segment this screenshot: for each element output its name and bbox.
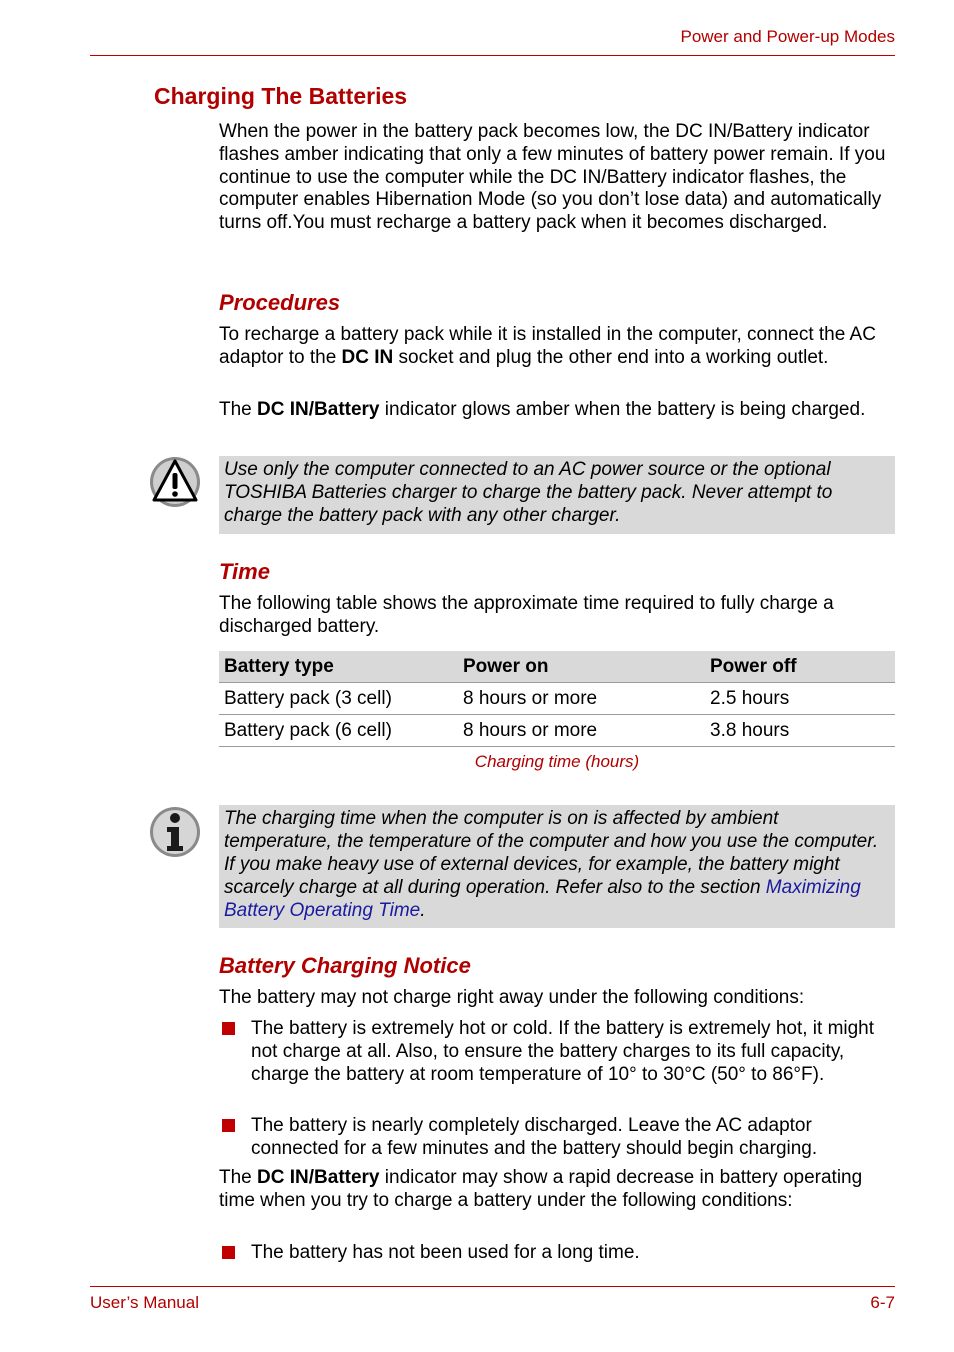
list-item-text: The battery is nearly completely discharged. Leave the AC adaptor connected for a few minutes and the battery should begin charging.: [251, 1115, 818, 1159]
maximizing-battery-link[interactable]: Maximizing Battery Operating Time: [224, 877, 861, 921]
dc-in-battery-label: DC IN/Battery: [257, 1167, 380, 1188]
table-cell: 8 hours or more: [458, 715, 705, 747]
text-run: .: [420, 900, 426, 921]
list-item: [219, 1242, 895, 1265]
time-intro: The following table shows the approximate time required to fully charge a discharged battery.: [219, 593, 834, 637]
text-run: indicator glows amber when the battery is being charged.: [379, 399, 866, 420]
column-header: Battery type: [219, 651, 458, 683]
caution-icon: [148, 455, 202, 509]
table-row: [219, 683, 895, 715]
section-title: Charging The Batteries: [154, 83, 408, 109]
notice-title: Battery Charging Notice: [219, 953, 471, 978]
notice-paragraph-2: [219, 1167, 895, 1213]
text-run: The: [219, 399, 258, 420]
table-caption: Charging time (hours): [474, 752, 640, 771]
procedures-paragraph-1: [219, 324, 895, 370]
dc-in-label: DC IN: [341, 346, 394, 368]
notice-intro: The battery may not charge right away under the following conditions:: [219, 987, 805, 1008]
text-run: To recharge a battery pack while it is installed in the computer, connect the AC adaptor to the: [219, 324, 876, 368]
table-header-row: [219, 651, 895, 683]
bullet-square-icon: [222, 1022, 235, 1035]
column-header: Power off: [705, 651, 895, 683]
table-cell: Battery pack (6 cell): [219, 715, 458, 747]
list-item: [219, 1018, 895, 1086]
info-icon: [148, 805, 202, 859]
text-run: indicator may show a rapid decrease in battery operating time when you try to charge a battery under the following conditions:: [219, 1167, 863, 1211]
info-note: [219, 805, 895, 928]
time-title: Time: [219, 559, 270, 584]
charging-time-table: [219, 651, 895, 747]
page-footer: [90, 1286, 895, 1312]
caution-note: Use only the computer connected to an AC power source or the optional TOSHIBA Batteries charger to charge the battery pack. Never attempt to charge the battery pack with any other charger.: [219, 456, 895, 534]
bullet-square-icon: [222, 1119, 235, 1132]
header-title: Power and Power-up Modes: [680, 27, 895, 46]
dc-in-battery-label: DC IN/Battery: [257, 399, 380, 420]
text-run: socket and plug the other end into a working outlet.: [393, 346, 829, 368]
procedures-title: Procedures: [219, 290, 341, 315]
list-item: [219, 1115, 895, 1161]
table-cell: 3.8 hours: [705, 715, 895, 747]
footer-manual-title: User’s Manual: [90, 1293, 199, 1312]
page-number: 6-7: [870, 1293, 895, 1312]
list-item-text: The battery has not been used for a long time.: [251, 1242, 640, 1263]
table-cell: 2.5 hours: [705, 683, 895, 715]
bullet-square-icon: [222, 1246, 235, 1259]
text-run: The: [219, 1167, 258, 1188]
section-intro: When the power in the battery pack becomes low, the DC IN/Battery indicator flashes amber indicating that only a few minutes of battery power remain. If you continue to use the computer while the DC IN/Battery indicator flashes, the computer enables Hibernation Mode (so you don’t lose data) and automatically turns off.You must recharge a battery pack when it becomes discharged.: [219, 121, 886, 234]
text-run: The charging time when the computer is on is affected by ambient temperature, the temperature of the computer and how you use the computer. If you make heavy use of external devices, for example, the battery might scarcely charge at all during operation. Refer also to the section: [224, 808, 879, 898]
table-cell: Battery pack (3 cell): [219, 683, 458, 715]
table-cell: 8 hours or more: [458, 683, 705, 715]
list-item-text: The battery is extremely hot or cold. If the battery is extremely hot, it might not charge at all. Also, to ensure the battery charges to its full capacity, charge the battery at room temperature of 10° to 30°C (50° to 86°F).: [251, 1018, 875, 1085]
page-header: [90, 0, 895, 56]
table-row: [219, 715, 895, 747]
column-header: Power on: [458, 651, 705, 683]
procedures-paragraph-2: [219, 399, 895, 422]
